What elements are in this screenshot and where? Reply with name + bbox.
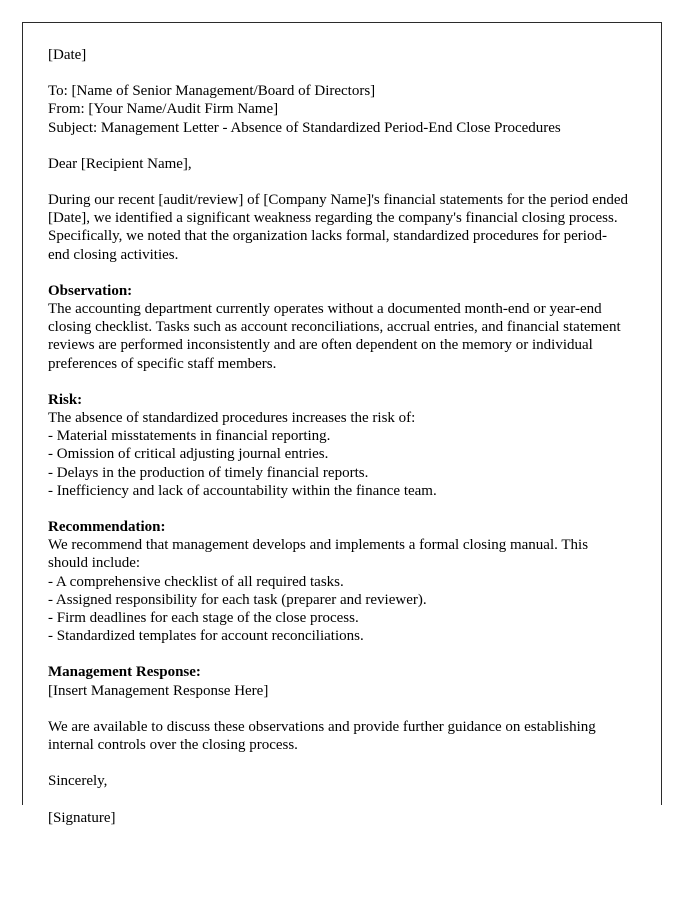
list-item: - Standardized templates for account reconciliations. [48, 628, 364, 645]
section-heading-recommendation: Recommendation: [48, 519, 166, 536]
management-response-placeholder: [Insert Management Response Here] [48, 682, 269, 699]
list-item: - Firm deadlines for each stage of the close process. [48, 610, 359, 627]
date-block [48, 46, 628, 64]
section-heading-risk: Risk: [48, 391, 83, 408]
sign-off-block [48, 772, 628, 790]
date-placeholder: [Date] [48, 47, 87, 63]
salutation-block [48, 155, 628, 173]
section-heading-management-response: Management Response: [48, 664, 201, 681]
sign-off: Sincerely, [48, 773, 108, 790]
section-heading-observation: Observation: [48, 282, 133, 299]
closing-paragraph-block [48, 718, 628, 754]
closing-paragraph: We are available to discuss these observations and provide further guidance on establishing internal controls over the closing process. [48, 718, 596, 754]
signature-block [48, 809, 628, 827]
subject-line: Subject: Management Letter - Absence of Standardized Period-End Close Procedures [48, 119, 561, 136]
salutation: Dear [Recipient Name], [48, 155, 192, 172]
section-management-response [48, 663, 628, 699]
to-line: To: [Name of Senior Management/Board of Directors] [48, 83, 376, 100]
list-item: - A comprehensive checklist of all required tasks. [48, 573, 344, 590]
section-observation [48, 282, 628, 373]
letter-body [48, 46, 628, 827]
section-paragraph-observation: The accounting department currently operates without a documented month-end or year-end closing checklist. Tasks such as account reconciliations, accrual entries, and financial statement reviews are performed inconsistently and are often dependent on the memory or individual preferences of specific staff members. [48, 301, 621, 372]
list-item: - Delays in the production of timely financial reports. [48, 464, 369, 481]
list-item: - Omission of critical adjusting journal entries. [48, 446, 329, 463]
list-item: - Assigned responsibility for each task (preparer and reviewer). [48, 591, 427, 608]
intro-paragraph-block [48, 191, 628, 264]
section-paragraph-recommendation: We recommend that management develops and implements a formal closing manual. This should include: [48, 537, 589, 572]
intro-paragraph: During our recent [audit/review] of [Company Name]'s financial statements for the period ended [Date], we identified a significant weakness regarding the company's financial closing process. Specifically, we noted that the organization lacks formal, standardized procedures for period-end closing activities. [48, 192, 628, 263]
document-page [22, 22, 662, 826]
list-item: - Inefficiency and lack of accountability within the finance team. [48, 482, 437, 499]
letter-header-block [48, 82, 628, 137]
section-paragraph-risk: The absence of standardized procedures increases the risk of: [48, 410, 416, 427]
section-risk [48, 391, 628, 500]
signature-placeholder: [Signature] [48, 809, 116, 826]
list-item: - Material misstatements in financial reporting. [48, 428, 331, 445]
section-recommendation [48, 518, 628, 645]
from-line: From: [Your Name/Audit Firm Name] [48, 101, 279, 118]
